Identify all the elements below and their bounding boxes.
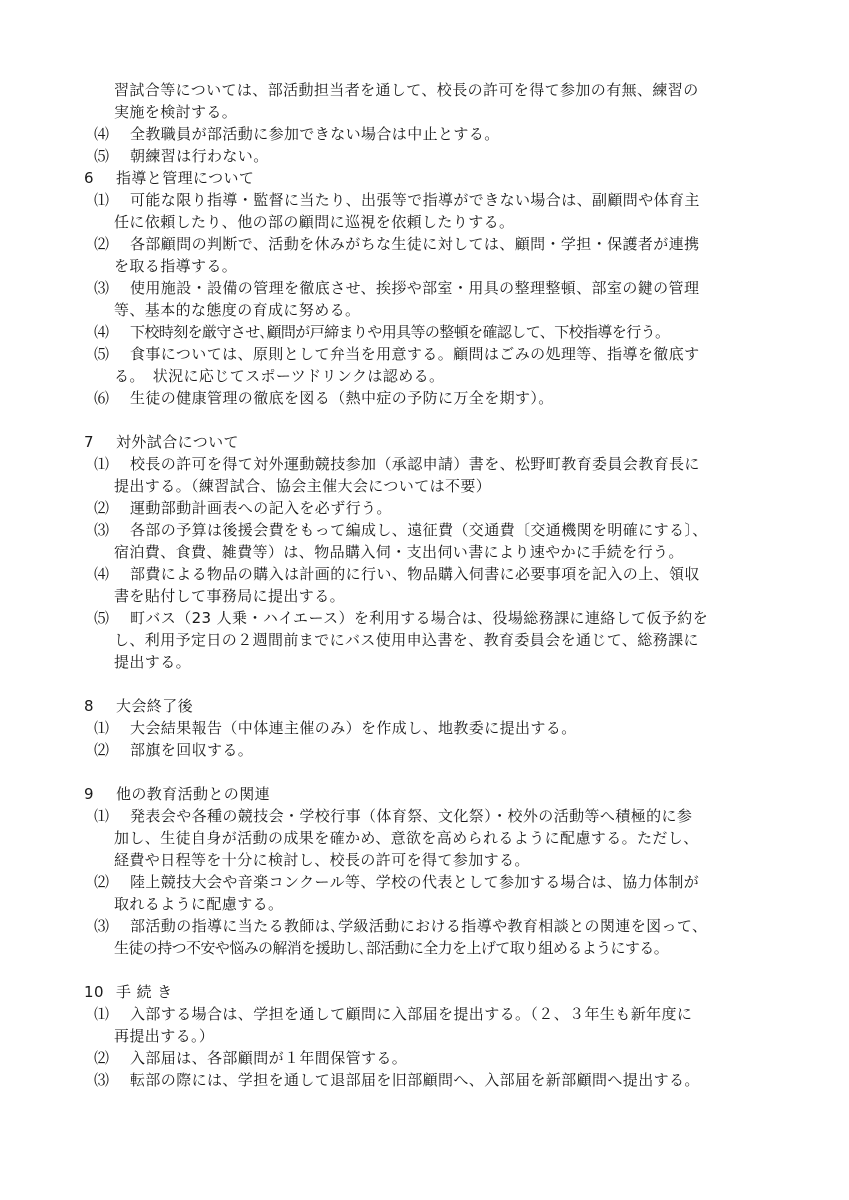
item-text-continued: 経費や日程等を十分に検討し、校長の許可を得て参加する。 — [114, 851, 530, 869]
list-item — [94, 520, 708, 541]
item-text: 生徒の健康管理の徹底を図る（熱中症の予防に万全を期す）。 — [130, 389, 554, 407]
item-text-continued: 書を貼付して事務局に提出する。 — [114, 587, 346, 605]
item-text-continued: 取れるように配慮する。 — [114, 895, 284, 913]
continuation-line: 習試合等については、部活動担当者を通して、校長の許可を得て参加の有無、練習の — [114, 81, 699, 99]
section-heading — [84, 696, 193, 717]
item-text: 下校時刻を厳守させ､顧問が戸締まりや用具等の整頓を確認して、下校指導を行う。 — [130, 323, 670, 341]
item-number: ⑹ — [94, 389, 110, 407]
list-item — [94, 608, 708, 629]
item-number: ⑷ — [94, 323, 109, 341]
section-title: 大会終了後 — [116, 697, 194, 715]
item-number: ⑵ — [94, 741, 110, 759]
item-number: ⑵ — [94, 873, 110, 891]
section-number: 6 — [84, 169, 94, 187]
item-number: ⑵ — [94, 499, 110, 517]
item-number: ⑴ — [94, 191, 110, 209]
item-text-continued: 任に依頼したり、他の部の顧問に巡視を依頼したりする。 — [114, 213, 515, 231]
item-text-continued: 加し、生徒自身が活動の成果を確かめ、意欲を高められるように配慮する。ただし、 — [114, 829, 699, 847]
item-number: ⑷ — [94, 565, 110, 583]
item-text: 各部の予算は後援会費をもって編成し、遠征費（交通費〔交通機関を明確にする〕、 — [130, 521, 708, 539]
item-text: 部旗を回収する。 — [130, 741, 254, 759]
section-title: 手 続 き — [116, 983, 173, 1001]
item-number: ⑸ — [94, 609, 110, 627]
item-text: 朝練習は行わない。 — [130, 147, 269, 165]
item-number: ⑶ — [94, 279, 110, 297]
item-text: 大会結果報告（中体連主催のみ）を作成し、地教委に提出する。 — [130, 719, 577, 737]
item-text: 使用施設・設備の管理を徹底させ、挨拶や部室・用具の整理整頓、部室の鍵の管理 — [130, 279, 700, 297]
list-item — [94, 498, 392, 519]
list-item — [94, 806, 692, 827]
item-number: ⑶ — [94, 521, 110, 539]
item-text: 食事については、原則として弁当を用意する。顧問はごみの処理等、指導を徹底す — [130, 345, 700, 363]
item-number: ⑵ — [94, 1049, 110, 1067]
list-item — [94, 124, 500, 145]
item-number: ⑵ — [94, 235, 110, 253]
item-number: ⑶ — [94, 917, 110, 935]
section-title: 他の教育活動との関連 — [116, 785, 271, 803]
list-item — [94, 146, 269, 167]
item-text: 部活動の指導に当たる教師は､学級活動における指導や教育相談との関連を図って、 — [130, 917, 708, 935]
item-text-continued: し、利用予定日の２週間前までにバス使用申込書を、教育委員会を通じて、総務課に — [114, 631, 699, 649]
continuation-line: 実施を検討する。 — [114, 103, 238, 121]
list-item — [94, 234, 700, 255]
section-heading — [84, 982, 173, 1003]
list-item — [94, 740, 253, 761]
item-text: 発表会や各種の競技会・学校行事（体育祭、文化祭）・校外の活動等へ積極的に参 — [130, 807, 693, 825]
section-title: 指導と管理について — [116, 169, 255, 187]
section-number: 8 — [84, 697, 94, 715]
section-heading — [84, 784, 270, 805]
item-number: ⑴ — [94, 719, 110, 737]
item-number: ⑸ — [94, 147, 110, 165]
list-item — [94, 454, 700, 475]
item-text: 入部する場合は、学担を通して顧問に入部届を提出する。（２、３年生も新年度に — [130, 1005, 693, 1023]
section-number: 7 — [84, 433, 94, 451]
item-text-continued: 再提出する。） — [114, 1027, 215, 1045]
section-title: 対外試合について — [116, 433, 239, 451]
section-heading — [84, 168, 254, 189]
item-number: ⑷ — [94, 125, 110, 143]
list-item — [94, 916, 707, 937]
item-number: ⑴ — [94, 1005, 110, 1023]
section-number: 9 — [84, 785, 94, 803]
item-number: ⑸ — [94, 345, 110, 363]
item-text: 可能な限り指導・監督に当たり、出張等で指導ができない場合は、副顧問や体育主 — [130, 191, 700, 209]
item-text-continued: を取る指導する。 — [114, 257, 238, 275]
item-text-continued: 提出する。（練習試合、協会主催大会については不要） — [114, 477, 492, 495]
list-item — [94, 322, 669, 343]
list-item — [94, 1048, 407, 1069]
item-number: ⑶ — [94, 1071, 110, 1089]
list-item — [94, 1004, 692, 1025]
item-text: 陸上競技大会や音楽コンクール等、学校の代表として参加する場合は、協力体制が — [130, 873, 700, 891]
item-text-continued: 宿泊費、食費、雑費等）は、物品購入伺・支出伺い書により速やかに手続を行う。 — [114, 543, 684, 561]
item-text-continued: る。 状況に応じてスポーツドリンクは認める。 — [114, 367, 445, 385]
list-item — [94, 718, 577, 739]
list-item — [94, 190, 700, 211]
list-item — [94, 872, 699, 893]
item-text: 各部顧問の判断で、活動を休みがちな生徒に対しては、顧問・学担・保護者が連携 — [130, 235, 700, 253]
list-item — [94, 388, 554, 409]
list-item — [94, 344, 700, 365]
item-text-continued: 等、基本的な態度の育成に努める。 — [114, 301, 361, 319]
item-text: 校長の許可を得て対外運動競技参加（承認申請）書を、松野町教育委員会教育長に — [130, 455, 700, 473]
list-item — [94, 564, 700, 585]
item-text: 部費による物品の購入は計画的に行い、物品購入伺書に必要事項を記入の上、領収 — [130, 565, 700, 583]
item-text: 町バス（23 人乗・ハイエース）を利用する場合は、役場総務課に連絡して仮予約を — [130, 609, 709, 627]
item-text-continued: 提出する。 — [114, 653, 192, 671]
item-number: ⑴ — [94, 455, 110, 473]
item-text: 全教職員が部活動に参加できない場合は中止とする。 — [130, 125, 500, 143]
item-number: ⑴ — [94, 807, 110, 825]
item-text: 入部届は、各部顧問が１年間保管する。 — [130, 1049, 408, 1067]
list-item — [94, 1070, 700, 1091]
item-text: 転部の際には、学担を通して退部届を旧部顧問へ、入部届を新部顧問へ提出する。 — [130, 1071, 700, 1089]
item-text: 運動部動計画表への記入を必ず行う。 — [130, 499, 392, 517]
item-text-continued: 生徒の持つ不安や悩みの解消を援助し､部活動に全力を上げて取り組めるようにする。 — [114, 939, 669, 957]
section-heading — [84, 432, 239, 453]
section-number: 10 — [84, 983, 104, 1001]
list-item — [94, 278, 699, 299]
